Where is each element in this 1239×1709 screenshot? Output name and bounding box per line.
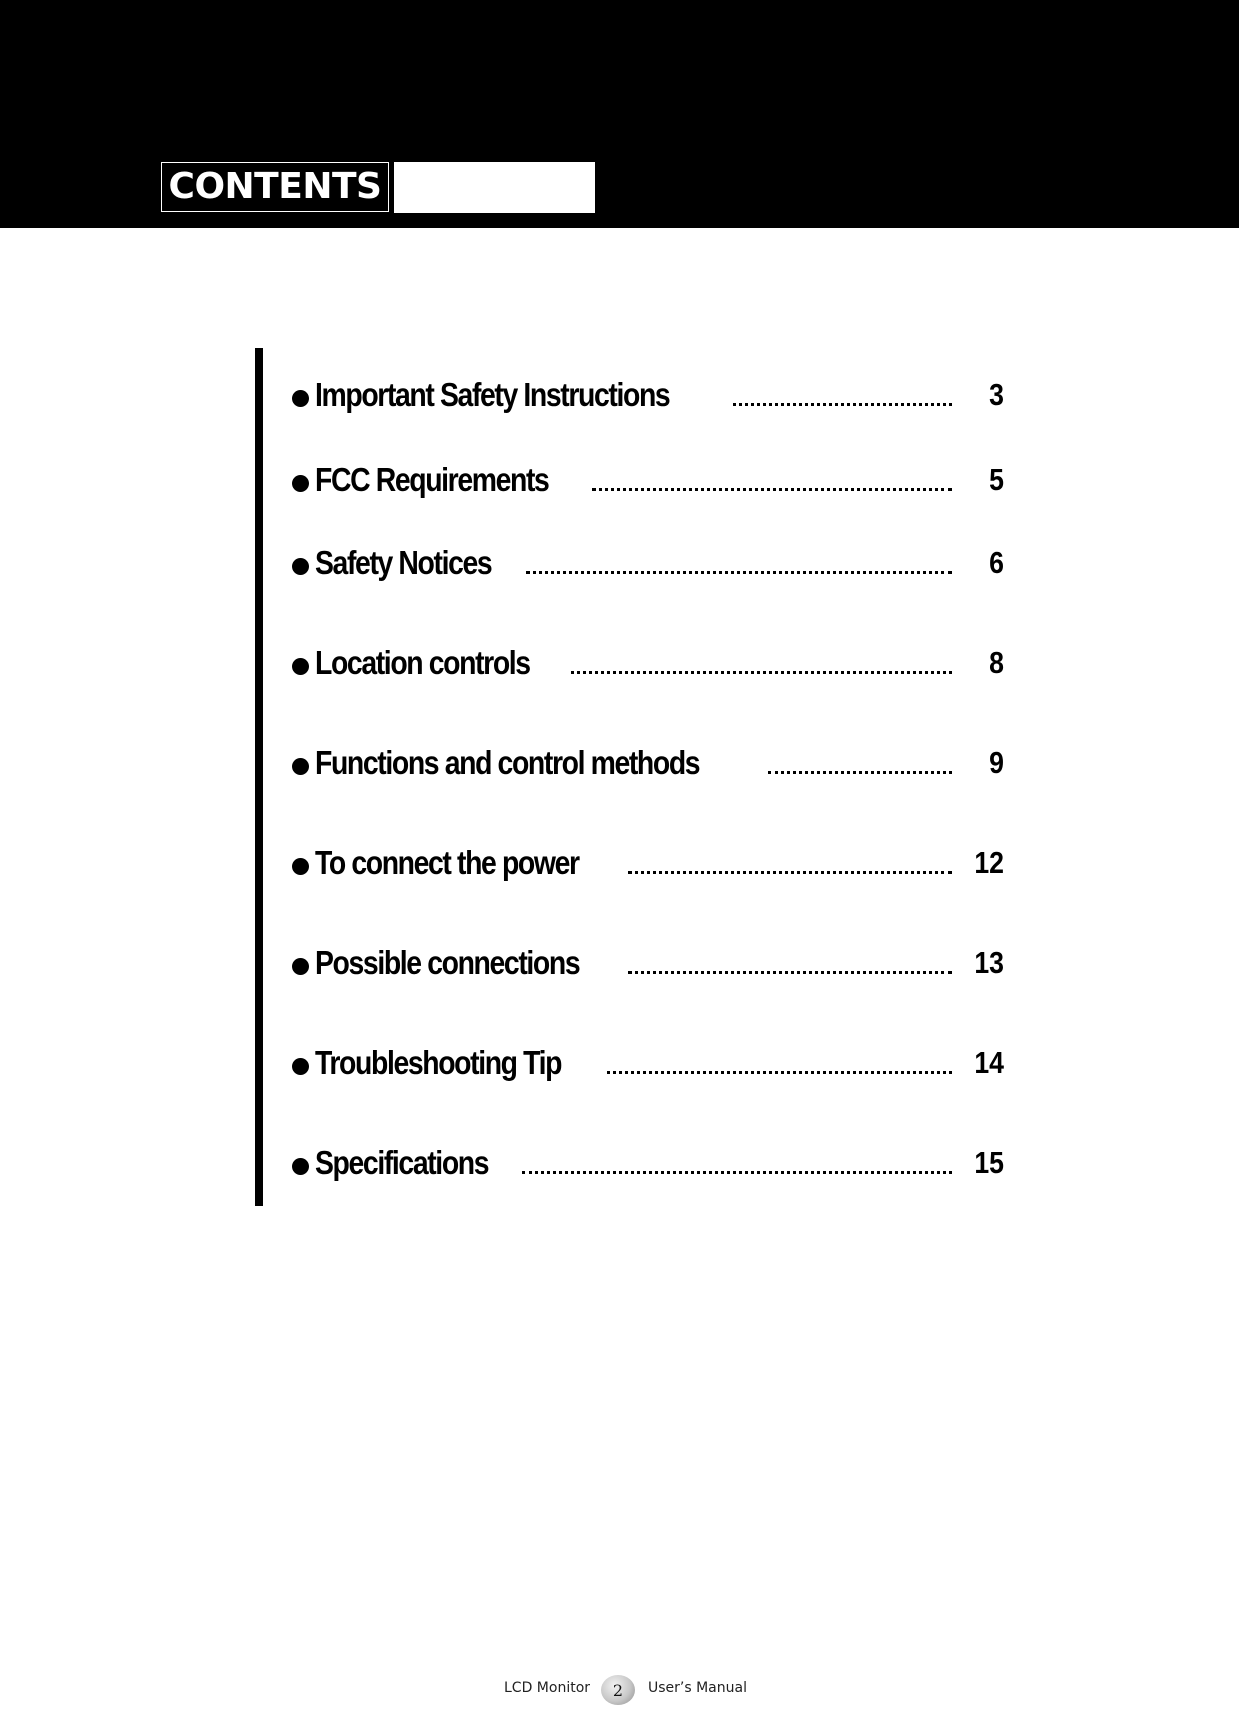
dot-leader [628,970,952,974]
toc-entry-label: Location controls [315,644,530,681]
bullet-icon [292,858,309,875]
toc-entry-label: FCC Requirements [315,461,549,498]
bullet-icon [292,758,309,775]
page-footer [0,1675,1239,1709]
toc-entry-safety-notices[interactable] [292,533,1004,583]
footer-product-name: LCD Monitor [504,1680,591,1696]
bullet-icon [292,475,309,492]
toc-entry-label: Functions and control methods [315,744,700,781]
toc-entry-possible-connections[interactable] [292,933,1004,983]
toc-vertical-rule [255,348,263,1206]
toc-entry-fcc-requirements[interactable] [292,450,1004,500]
bullet-icon [292,558,309,575]
footer-page-number: 2 [601,1675,635,1705]
toc-entry-connect-power[interactable] [292,833,1004,883]
toc-entry-label: Important Safety Instructions [315,376,670,413]
dot-leader [522,1170,952,1174]
toc-entry-page: 15 [974,1145,1004,1180]
bullet-icon [292,390,309,407]
dot-leader [607,1070,952,1074]
dot-leader [526,570,952,574]
toc-entry-label: Possible connections [315,944,580,981]
page-title: CONTENTS [161,162,389,212]
toc-entry-location-controls[interactable] [292,633,1004,683]
toc-entry-page: 6 [989,545,1004,580]
toc-entry-functions-control-methods[interactable] [292,733,1004,783]
bullet-icon [292,1158,309,1175]
dot-leader [733,402,952,406]
toc-entry-page: 13 [974,945,1004,980]
toc-entry-label: To connect the power [315,844,579,881]
bullet-icon [292,958,309,975]
toc-entry-page: 8 [989,645,1004,680]
bullet-icon [292,1058,309,1075]
toc-entry-page: 14 [974,1045,1004,1080]
header-band [0,0,1239,228]
toc-entry-page: 12 [974,845,1004,880]
footer-manual-name: User’s Manual [648,1680,747,1696]
toc-entry-label: Troubleshooting Tip [315,1044,562,1081]
toc-entry-safety-instructions[interactable] [292,365,1004,415]
bullet-icon [292,658,309,675]
toc-entry-page: 9 [989,745,1004,780]
dot-leader [592,487,952,491]
toc-entry-label: Specifications [315,1144,489,1181]
dot-leader [571,670,952,674]
toc-entry-troubleshooting-tip[interactable] [292,1033,1004,1083]
toc-entry-specifications[interactable] [292,1133,1004,1183]
dot-leader [768,770,952,774]
dot-leader [628,870,952,874]
toc-entry-page: 5 [989,462,1004,497]
header-tab-block [394,162,595,213]
toc-entry-label: Safety Notices [315,544,492,581]
toc-entry-page: 3 [989,377,1004,412]
